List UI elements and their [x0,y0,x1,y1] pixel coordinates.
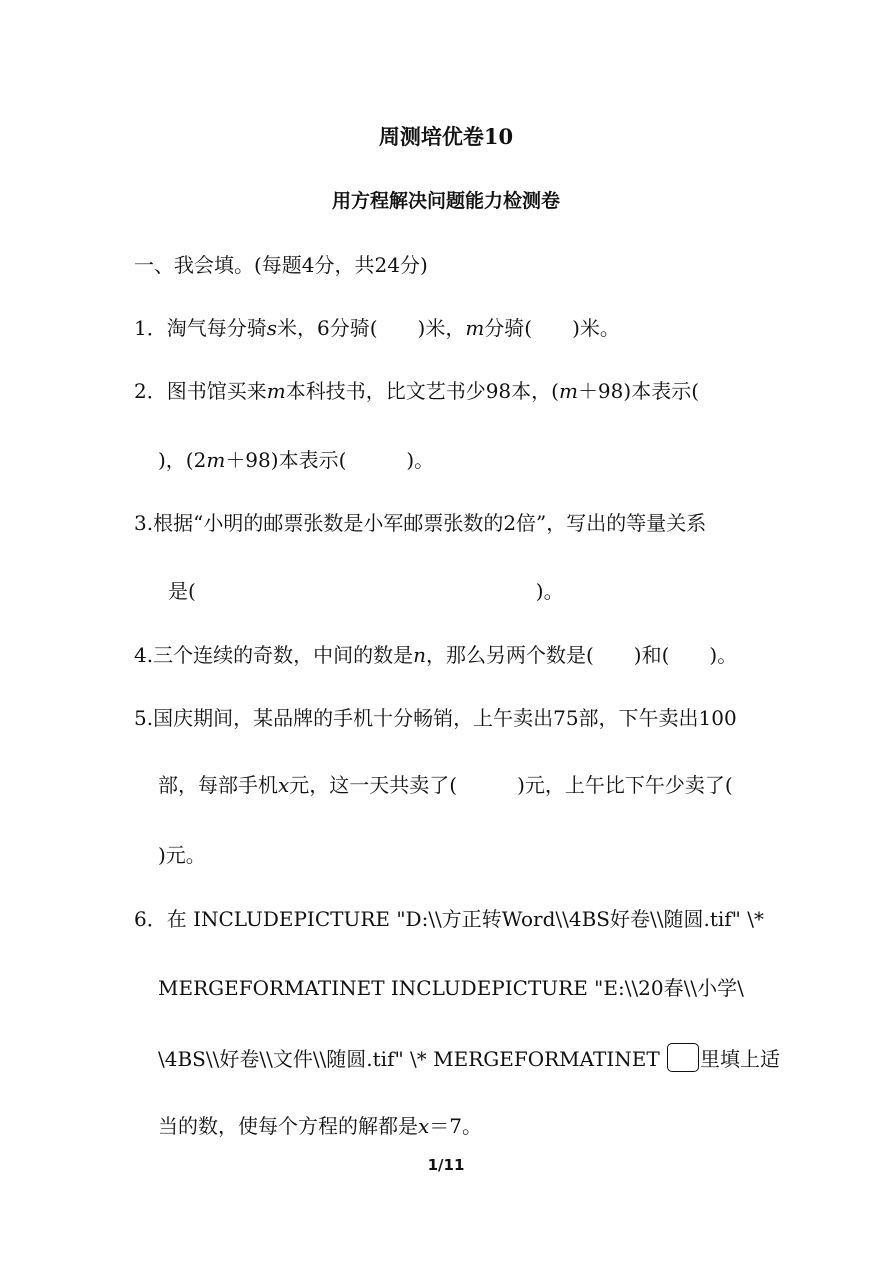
question-2-line-2: )，(2m＋98)本表示( )。 [158,448,435,472]
question-4: 4.三个连续的奇数，中间的数是n，那么另两个数是( )和( )。 [134,643,738,667]
page-subtitle: 用方程解决问题能力检测卷 [331,190,560,212]
answer-box-icon [667,1043,699,1072]
question-5-line-2: 部，每部手机x元，这一天共卖了( )元，上午比下午少卖了( [158,773,733,797]
question-3-line-1: 3.根据“小明的邮票张数是小军邮票张数的2倍”，写出的等量关系 [134,511,707,535]
question-2-line-1: 2．图书馆买来m本科技书，比文艺书少98本，(m＋98)本表示( [134,379,699,403]
section-heading: 一、我会填。(每题4分，共24分) [134,253,428,277]
question-6-line-3: \4BS\\好卷\\文件\\随圆.tif" \* MERGEFORMATINET 里填上适 [158,1043,780,1072]
question-5-line-1: 5.国庆期间，某品牌的手机十分畅销，上午卖出75部，下午卖出100 [134,706,737,730]
question-3-line-2: 是( )。 [168,579,564,603]
page-title: 周测培优卷10 [378,124,514,149]
question-6-line-1: 6．在 INCLUDEPICTURE "D:\\方正转Word\\4BS好卷\\随圆.tif" \* [134,907,764,931]
question-5-line-3: )元。 [158,843,206,867]
page-number: 1/11 [427,1156,465,1174]
question-6-line-2: MERGEFORMATINET INCLUDEPICTURE "E:\\20春\\小学\ [158,976,744,1000]
question-1: 1．淘气每分骑s米，6分骑( )米，m分骑( )米。 [134,316,620,340]
question-6-line-4: 当的数，使每个方程的解都是x＝7。 [158,1114,483,1138]
